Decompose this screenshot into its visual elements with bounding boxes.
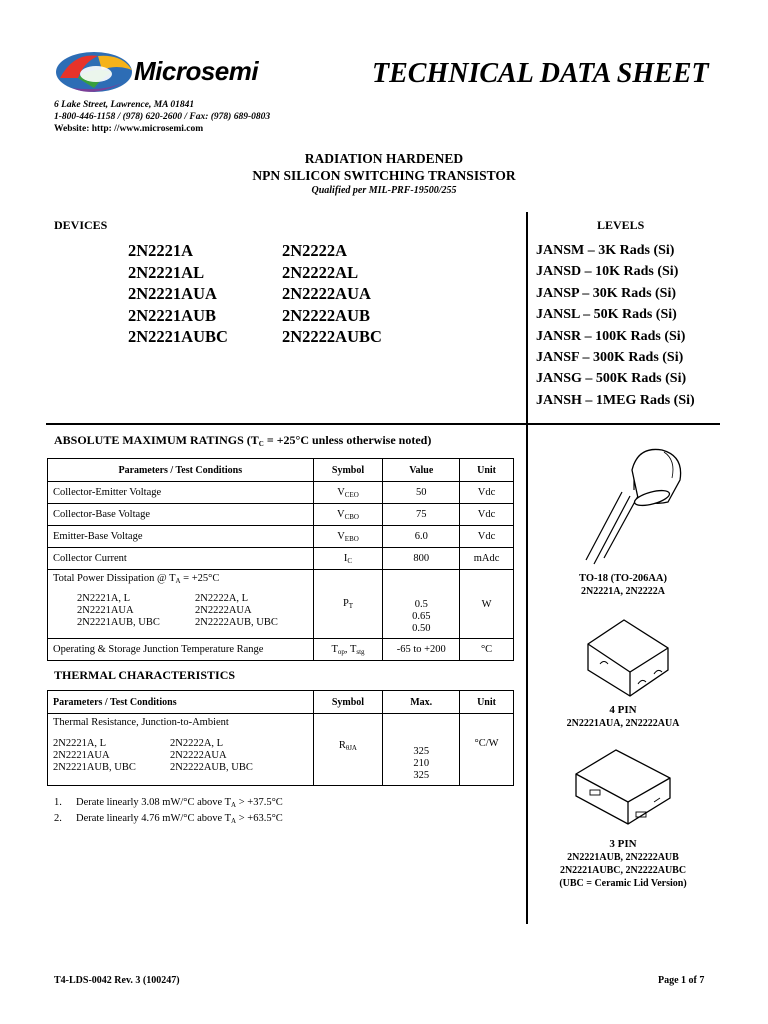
product-line1: RADIATION HARDENED — [304, 151, 464, 166]
symbol-text: P — [342, 598, 349, 609]
device-item: 2N2222AUB, UBC — [195, 617, 278, 628]
symbol-cell — [313, 639, 383, 661]
value-item: 0.65 — [412, 611, 431, 622]
level-item: JANSH – 1MEG Rads (Si) — [536, 392, 695, 408]
power-devices-col1 — [77, 593, 195, 629]
package-note: (UBC = Ceramic Lid Version) — [559, 878, 687, 889]
col-header-params: Parameters / Test Conditions — [48, 691, 314, 714]
param-cell — [48, 570, 314, 639]
power-title-text: Total Power Dissipation @ T — [53, 573, 176, 584]
note-item — [54, 796, 283, 812]
value-item: 325 — [413, 746, 430, 757]
device-item: 2N2222AL — [282, 262, 359, 282]
symbol-sub: EBO — [344, 534, 359, 543]
device-item: 2N2221AUB, UBC — [77, 617, 160, 628]
to18-package-icon — [572, 440, 692, 570]
unit-cell: °C/W — [460, 714, 514, 786]
table-row — [48, 570, 514, 639]
notes — [54, 796, 283, 828]
col-header-max: Max. — [383, 691, 460, 714]
thermal-heading: THERMAL CHARACTERISTICS — [54, 668, 236, 682]
param-cell: Operating & Storage Junction Temperature Range — [48, 639, 314, 661]
device-item: 2N2221AUA — [77, 605, 134, 616]
level-item: JANSD – 10K Rads (Si) — [536, 264, 679, 280]
unit-cell: W — [460, 570, 514, 639]
company-logo — [54, 48, 274, 98]
value-cell: 75 — [383, 504, 460, 526]
device-item: 2N2222AUA — [170, 750, 227, 761]
table-header-row — [48, 459, 514, 482]
symbol-cell — [313, 504, 383, 526]
col-header-value: Value — [383, 459, 460, 482]
note-number: 1. — [54, 797, 62, 808]
symbol-sub: CEO — [344, 490, 359, 499]
level-item: JANSF – 300K Rads (Si) — [536, 350, 684, 366]
unit-cell: Vdc — [460, 504, 514, 526]
level-item: JANSR – 100K Rads (Si) — [536, 328, 686, 344]
note-sub: A — [231, 817, 237, 825]
package-name: TO-18 (TO-206AA) — [579, 573, 667, 584]
power-devices-col2 — [195, 593, 278, 629]
logo-wordmark: Microsemi — [134, 56, 259, 86]
device-item: 2N2221A, L — [77, 593, 131, 604]
value-cell — [383, 714, 460, 786]
note-text2: > +63.5°C — [236, 813, 283, 824]
package-parts: 2N2221A, 2N2222A — [581, 586, 665, 597]
note-item — [54, 812, 283, 828]
website-line: Website: http: //www.microsemi.com — [54, 124, 204, 134]
level-item: JANSM – 3K Rads (Si) — [536, 243, 675, 258]
ratings-heading-text2: = +25°C unless otherwise noted) — [263, 433, 432, 447]
footer-doc-id: T4-LDS-0042 Rev. 3 (100247) — [54, 975, 180, 986]
param-cell: Emitter-Base Voltage — [48, 526, 314, 548]
unit-cell: mAdc — [460, 548, 514, 570]
table-row — [48, 548, 514, 570]
levels-list — [536, 240, 695, 411]
product-line2: NPN SILICON SWITCHING TRANSISTOR — [252, 168, 516, 183]
param-cell: Collector Current — [48, 548, 314, 570]
package-name: 4 PIN — [609, 704, 637, 716]
levels-label: LEVELS — [597, 218, 645, 232]
page-title: TECHNICAL DATA SHEET — [372, 58, 709, 89]
device-item: 2N2222AUB — [282, 305, 371, 325]
3pin-package-icon — [570, 744, 680, 834]
value-item: 0.5 — [414, 599, 428, 610]
qualified-line: Qualified per MIL-PRF-19500/255 — [311, 185, 457, 196]
address-line: 6 Lake Street, Lawrence, MA 01841 — [54, 100, 195, 110]
4pin-package-icon — [578, 612, 678, 702]
param-cell: Collector-Base Voltage — [48, 504, 314, 526]
unit-cell: °C — [460, 639, 514, 661]
table-header-row — [48, 691, 514, 714]
value-cell: 6.0 — [383, 526, 460, 548]
note-sub: A — [231, 801, 237, 809]
symbol-text: T — [331, 643, 338, 655]
table-row — [48, 639, 514, 661]
symbol-cell — [313, 526, 383, 548]
to18-label — [528, 572, 718, 598]
symbol-sub: op — [337, 647, 345, 656]
thermal-table — [47, 690, 514, 786]
symbol-sub: T — [348, 602, 354, 610]
symbol-text: I — [343, 552, 348, 564]
col-header-params: Parameters / Test Conditions — [48, 459, 314, 482]
ratings-heading — [54, 433, 431, 448]
thermal-devices — [53, 738, 308, 774]
microsemi-logo-icon — [54, 48, 136, 98]
device-item: 2N2221AUB — [128, 305, 217, 325]
4pin-label — [528, 704, 718, 730]
symbol-cell — [313, 548, 383, 570]
unit-cell: Vdc — [460, 482, 514, 504]
value-cell — [383, 570, 460, 639]
symbol-sub2: stg — [356, 647, 365, 656]
3pin-label — [528, 838, 718, 890]
param-cell: Collector-Emitter Voltage — [48, 482, 314, 504]
device-item: 2N2222A, L — [195, 593, 249, 604]
package-parts: 2N2221AUBC, 2N2222AUBC — [559, 865, 687, 876]
devices-col1 — [128, 240, 228, 348]
package-name: 3 PIN — [609, 838, 637, 850]
devices-label: DEVICES — [54, 218, 108, 232]
level-item: JANSL – 50K Rads (Si) — [536, 307, 677, 323]
ratings-heading-sub: C — [258, 440, 264, 448]
thermal-param-title: Thermal Resistance, Junction-to-Ambient — [53, 717, 229, 728]
thermal-devices-col2 — [170, 738, 253, 774]
note-text2: > +37.5°C — [236, 797, 283, 808]
level-item: JANSG – 500K Rads (Si) — [536, 371, 687, 387]
device-item: 2N2222A — [282, 241, 348, 260]
symbol-cell — [313, 714, 383, 786]
note-text: Derate linearly 4.76 mW/°C above T — [76, 813, 232, 824]
table-row — [48, 482, 514, 504]
device-item: 2N2221AUA — [53, 750, 110, 761]
thermal-devices-col1 — [53, 738, 170, 774]
device-item: 2N2222AUA — [282, 284, 371, 303]
power-title-text2: = +25°C — [180, 573, 220, 584]
device-item: 2N2221A, L — [53, 738, 107, 749]
footer-page-number: Page 1 of 7 — [658, 975, 705, 986]
ratings-table — [47, 458, 514, 661]
col-header-unit: Unit — [460, 459, 514, 482]
horizontal-divider — [46, 423, 720, 425]
power-title-sub: A — [175, 577, 181, 585]
value-item: 0.50 — [412, 623, 431, 634]
value-cell: 800 — [383, 548, 460, 570]
ratings-heading-text: ABSOLUTE MAXIMUM RATINGS (T — [54, 433, 259, 447]
symbol-cell — [313, 482, 383, 504]
symbol-text: V — [337, 508, 345, 520]
value-item: 210 — [413, 758, 430, 769]
table-row — [48, 526, 514, 548]
device-item: 2N2221A — [128, 241, 194, 260]
param-cell — [48, 714, 314, 786]
company-address — [54, 99, 270, 135]
symbol-sub: C — [347, 556, 353, 565]
symbol-text: R — [338, 740, 346, 751]
package-parts: 2N2221AUA, 2N2222AUA — [566, 718, 680, 729]
devices-col2 — [282, 240, 382, 348]
note-text: Derate linearly 3.08 mW/°C above T — [76, 797, 232, 808]
value-cell: 50 — [383, 482, 460, 504]
unit-cell: Vdc — [460, 526, 514, 548]
device-item: 2N2222AUB, UBC — [170, 762, 253, 773]
value-cell: -65 to +200 — [383, 639, 460, 661]
symbol-cell — [313, 570, 383, 639]
device-item: 2N2222AUA — [195, 605, 252, 616]
table-row — [48, 714, 514, 786]
package-parts: 2N2221AUB, 2N2222AUB — [567, 852, 679, 863]
symbol-sub: θJA — [345, 744, 357, 752]
col-header-unit: Unit — [460, 691, 514, 714]
vertical-divider — [526, 212, 528, 924]
note-number: 2. — [54, 813, 62, 824]
table-row — [48, 504, 514, 526]
symbol-text2: , T — [344, 643, 357, 655]
phone-line: 1-800-446-1158 / (978) 620-2600 / Fax: (978) 689-0803 — [54, 112, 271, 122]
product-title — [0, 150, 768, 198]
power-title — [53, 573, 308, 585]
device-item: 2N2221AUB, UBC — [53, 762, 136, 773]
symbol-sub: CBO — [344, 512, 359, 521]
device-item: 2N2221AL — [128, 262, 205, 282]
device-item: 2N2222A, L — [170, 738, 224, 749]
value-item: 325 — [413, 770, 430, 781]
symbol-text: V — [337, 486, 345, 498]
col-header-symbol: Symbol — [313, 459, 383, 482]
device-item: 2N2221AUA — [128, 284, 217, 303]
device-item: 2N2221AUBC — [128, 327, 228, 346]
device-item: 2N2222AUBC — [282, 327, 382, 346]
col-header-symbol: Symbol — [313, 691, 383, 714]
power-devices — [53, 593, 308, 629]
level-item: JANSP – 30K Rads (Si) — [536, 285, 677, 301]
symbol-text: V — [337, 530, 345, 542]
